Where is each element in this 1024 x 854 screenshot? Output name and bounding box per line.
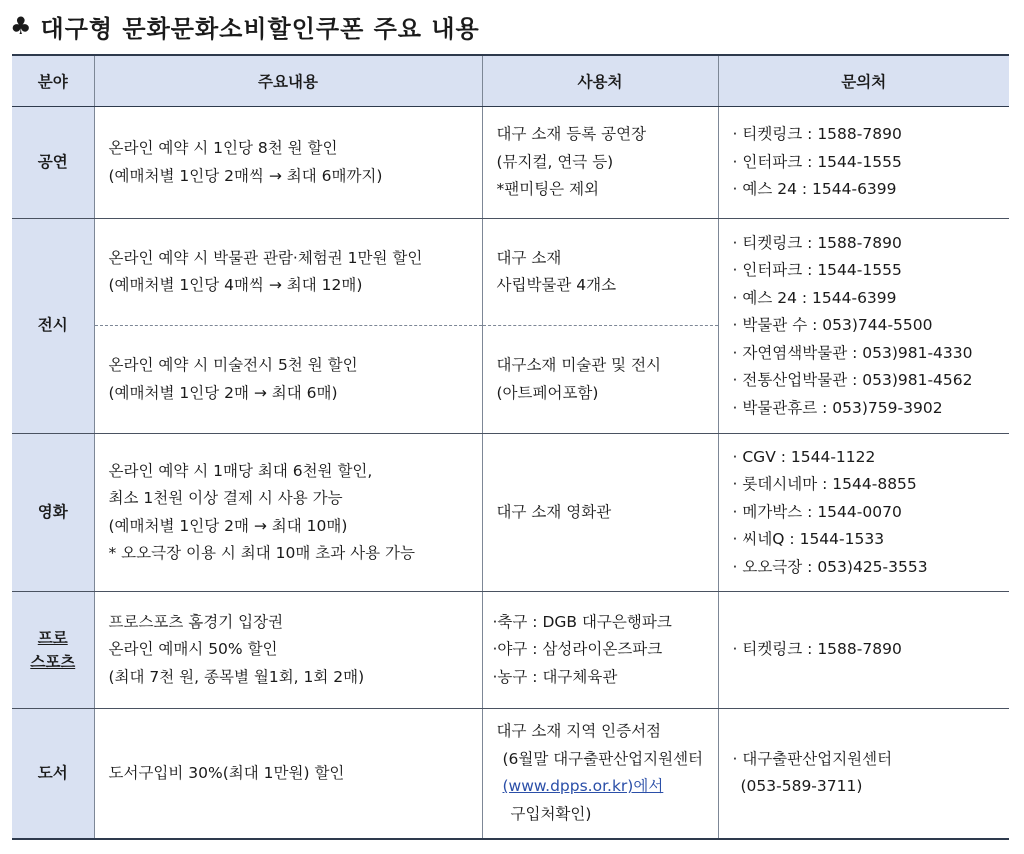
place-cell [482,219,718,326]
contact-line: · 티켓링크 : 1588-7890 [732,233,902,252]
contact-line: · CGV : 1544-1122 [732,447,876,466]
contact-cell [718,709,1009,839]
place-cell [482,434,718,592]
content-line: 온라인 예매시 50% 할인 [108,640,278,659]
contact-line: · 인터파크 : 1544-1555 [732,261,902,280]
contact-line: · 박물관 수 : 053)744-5500 [732,316,933,335]
category-books: 도서 [12,709,94,839]
place-line: 대구 소재 등록 공연장 [496,125,647,144]
place-line: 대구 소재 영화관 [496,502,612,521]
place-line: ·축구 : DGB 대구은행파크 [492,612,672,631]
table-row-performance [12,107,1009,219]
content-line: (예매처별 1인당 2매씩 → 최대 6매까지) [108,166,383,185]
content-cell [94,434,482,592]
content-line: 온라인 예약 시 1매당 최대 6천원 할인, [108,461,373,480]
contact-line: · 인터파크 : 1544-1555 [732,152,902,171]
category-sports-line1: 프로 [37,629,68,647]
content-cell [94,326,482,434]
place-cell [482,709,718,839]
place-line: *팬미팅은 제외 [496,180,600,199]
contact-cell [718,219,1009,434]
content-line: 최소 1천원 이상 결제 시 사용 가능 [108,489,343,507]
contact-line: · 예스 24 : 1544-6399 [732,288,897,307]
place-line: 사립박물관 4개소 [496,276,617,294]
place-line: (6월말 대구출판산업지원센터 [502,749,704,768]
place-cell [482,326,718,434]
place-cell [482,592,718,709]
contact-line: · 전통산업박물관 : 053)981-4562 [732,371,973,390]
table-row-sports [12,592,1009,709]
header-place: 사용처 [482,55,718,107]
place-cell [482,107,718,219]
contact-cell [718,434,1009,592]
content-line: (예매처별 1인당 2매 → 최대 10매) [108,516,348,535]
club-suit-icon: ♣ [10,12,33,40]
contact-line: · 씨네Q : 1544-1533 [732,530,885,549]
header-content: 주요내용 [94,55,482,107]
content-cell [94,107,482,219]
content-line: 온라인 예약 시 박물관 관람·체험권 1만원 할인 [108,248,423,267]
contact-line: · 자연염색박물관 : 053)981-4330 [732,343,973,362]
page-title-text: 대구형 문화문화소비할인쿠폰 주요 내용 [40,14,480,43]
contact-line: · 예스 24 : 1544-6399 [732,180,897,199]
content-line: * 오오극장 이용 시 최대 10매 초과 사용 가능 [108,544,415,562]
content-line: 온라인 예약 시 1인당 8천 원 할인 [108,139,338,157]
place-line: 구입처확인) [510,804,592,823]
contact-line: · 박물관휴르 : 053)759-3902 [732,398,943,417]
content-line: (최대 7천 원, 종목별 월1회, 1회 2매) [108,667,365,686]
page-title [10,6,480,46]
place-line: ·야구 : 삼성라이온즈파크 [492,640,663,659]
contact-cell [718,592,1009,709]
coupon-table [12,54,1009,840]
contact-line: · 티켓링크 : 1588-7890 [732,640,902,659]
content-line: (예매처별 1인당 2매 → 최대 6매) [108,383,338,402]
header-category: 분야 [12,55,94,107]
content-line: 프로스포츠 홈경기 입장권 [108,612,284,631]
place-line: 대구소재 미술관 및 전시 [496,356,662,374]
table-row-exhibition-museum [12,219,1009,326]
content-cell [94,709,482,839]
place-line: 대구 소재 지역 인증서점 [496,722,662,741]
content-line: 도서구입비 30%(최대 1만원) 할인 [108,763,345,782]
category-performance: 공연 [12,107,94,219]
dpps-website-link[interactable]: (www.dpps.or.kr)에서 [502,777,664,796]
place-line: (아트페어포함) [496,383,599,402]
category-exhibition: 전시 [12,219,94,434]
table-header-row [12,55,1009,107]
place-line: 대구 소재 [496,248,562,267]
category-movie: 영화 [12,434,94,592]
place-line: (뮤지컬, 연극 등) [496,152,614,171]
contact-line: · 티켓링크 : 1588-7890 [732,125,902,144]
content-cell [94,592,482,709]
table-row-movie [12,434,1009,592]
place-line: ·농구 : 대구체육관 [492,667,618,686]
contact-line: · 대구출판산업지원센터 [732,749,893,768]
content-cell [94,219,482,326]
contact-line: · 롯데시네마 : 1544-8855 [732,475,917,494]
category-sports [12,592,94,709]
contact-line: (053-589-3711) [740,777,863,796]
contact-line: · 오오극장 : 053)425-3553 [732,557,928,576]
table-row-books [12,709,1009,839]
content-line: (예매처별 1인당 4매씩 → 최대 12매) [108,276,363,294]
contact-line: · 메가박스 : 1544-0070 [732,502,902,521]
contact-cell [718,107,1009,219]
content-line: 온라인 예약 시 미술전시 5천 원 할인 [108,356,358,374]
category-sports-line2: 스포츠 [30,653,76,671]
header-contact: 문의처 [718,55,1009,107]
